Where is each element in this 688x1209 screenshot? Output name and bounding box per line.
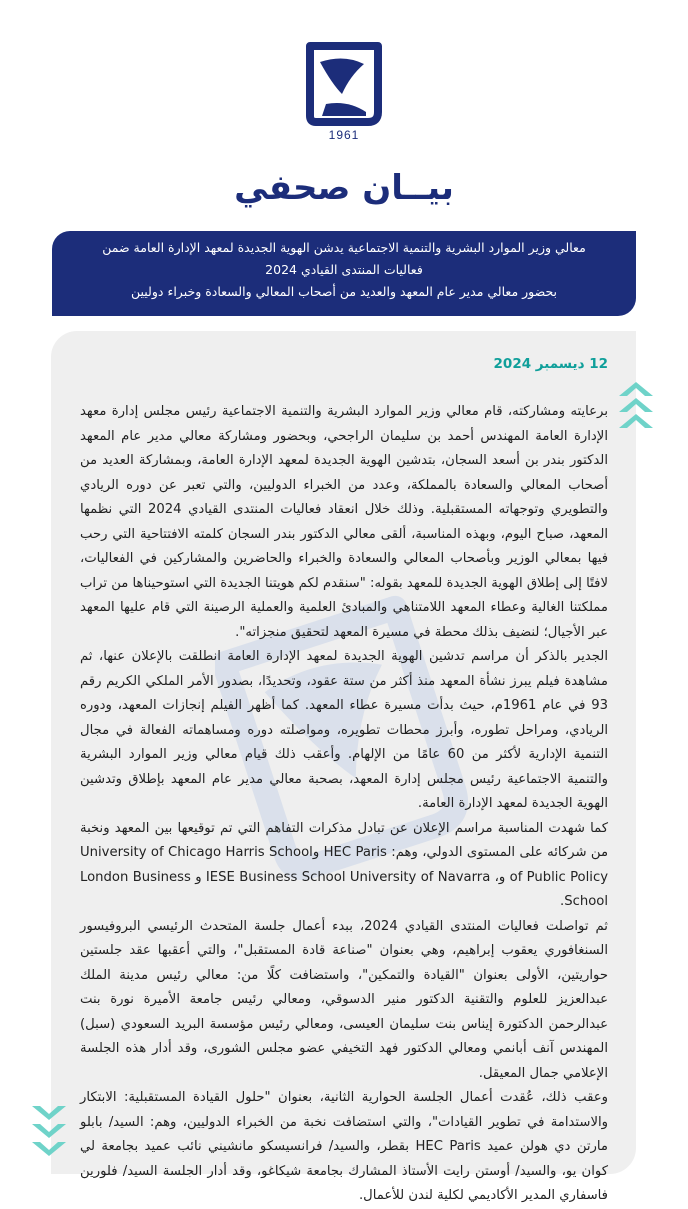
chevron-up-decoration-icon [617,380,655,434]
release-date: 12 ديسمبر 2024 [493,356,608,372]
founding-year: 1961 [328,128,360,142]
press-release-body [80,400,608,1209]
body-paragraph-1: برعايته ومشاركته، قام معالي وزير الموارد البشرية والتنمية الاجتماعية رئيس مجلس إدارة معهد الإدارة العامة المهندس أحمد بن سليمان الراجحي، وبحضور ومشاركة معالي مدير عام المعهد الدكتور بندر بن أسعد السجان، بتدشين الهوية الجديدة لمعهد الإدارة العامة، وبمشاركة العديد من أصحاب المعالي والسعادة بالمملكة، وعدد من الخبراء الدوليين، والتي تعبر عن دوره الريادي والتطويري وتوجهاته المستقبلية. وذلك خلال انعقاد فعاليات المنتدى القيادي 2024 التي نظمها المعهد، صباح اليوم، وبهذه المناسبة، ألقى معالي الدكتور بندر السجان كلمته الافتتاحية التي رحب فيها بمعالي الوزير وبأصحاب المعالي والسعادة والخبراء والحاضرين والمشاركين في الفعاليات، لافتًا إلى إطلاق الهوية الجديدة للمعهد بقوله: "سنقدم لكم هويتنا الجديدة التي استوحيناها من تراب مملكتنا الغالية وعطاء المعهد اللامتناهي والمبادئ العلمية والعملية الرصينة التي قام عليها المعهد عبر الأجيال؛ لنضيف بذلك محطة في مسيرة المعهد لتحقيق منجزاته". [80,404,608,640]
institute-logo [302,42,386,134]
body-paragraph-5: وعقب ذلك، عُقدت أعمال الجلسة الحوارية الثانية، بعنوان "حلول القيادة المستقبلية: الابتكار والاستدامة في تطوير القيادات"، والتي استضافت نخبة من الخبراء الدوليين، وهم: السيد/ بابلو مارتن دي هولن عميد HEC Paris بقطر، والسيد/ فرانسيسكو مانشيني نائب عميد بجامعة لي كوان يو، والسيد/ أوستن رايت الأستاذ المشارك بجامعة شيكاغو، وقد أدار الجلسة السيد/ فلورين فاسفاري المدير الأكاديمي لكلية لندن للأعمال. [80,1090,608,1203]
body-paragraph-4: ثم تواصلت فعاليات المنتدى القيادي 2024، ببدء أعمال جلسة المتحدث الرئيسي البروفيسور السنغافوري يعقوب إبراهيم، وهي بعنوان "صناعة قادة المستقبل"، والتي أعقبها عقد جلستين حواريتين، الأولى بعنوان "القيادة والتمكين"، واستضافت كلًا من: معالي رئيس مدينة الملك عبدالعزيز للعلوم والتقنية الدكتور منير الدسوقي، ومعالي رئيس جامعة الأميرة نورة بنت عبدالرحمن الدكتورة إيناس بنت سليمان العيسى، ومعالي رئيس مؤسسة البريد السعودي (سبل) المهندس آنف أبانمي ومعالي الدكتور فهد التخيفي عضو مجلس الشورى، وقد أدار هذه الجلسة الإعلامي جمال المعيقل. [80,918,608,1081]
institute-logo-icon [302,42,386,134]
headline-banner [52,231,636,316]
body-paragraph-3: كما شهدت المناسبة مراسم الإعلان عن تبادل مذكرات التفاهم التي تم توقيعها بين المعهد ونخبة من شركائه على المستوى الدولي، وهم: HEC Paris وUniversity of Chicago Harris School of Public Policy و، IESE Business School University of Navarra و London Business School. [80,820,609,909]
headline-line-3: بحضور معالي مدير عام المعهد والعديد من أصحاب المعالي والسعادة وخبراء دوليين [131,284,557,299]
chevron-down-decoration-icon [30,1102,68,1162]
body-paragraph-2: الجدير بالذكر أن مراسم تدشين الهوية الجديدة لمعهد الإدارة العامة انطلقت بالإعلان عنها، ثم مشاهدة فيلم يبرز نشأة المعهد منذ أكثر من ستة عقود، وتحديدًا، بصدور الأمر الملكي الكريم رقم 93 في عام 1961م، حيث بدأت مسيرة عطاء المعهد. كما أظهر الفيلم إنجازات المعهد، ودوره الريادي، ومراحل تطوره، وأبرز محطات تطويره، ومواصلته دوره ومساهماته الفعالة في مجال التنمية الإدارية لأكثر من 60 عامًا من الإلهام. وأعقب ذلك قيام معالي وزير الموارد البشرية والتنمية الاجتماعية رئيس مجلس إدارة المعهد، بصحبة معالي مدير عام المعهد بإطلاق وتدشين الهوية الجديدة لمعهد الإدارة العامة. [80,649,608,811]
page-title: بيــان صحفي [234,168,454,208]
headline-line-1: معالي وزير الموارد البشرية والتنمية الاجتماعية يدشن الهوية الجديدة لمعهد الإدارة العامة ضمن [102,240,586,255]
headline-line-2: فعاليات المنتدى القيادي 2024 [265,262,423,277]
